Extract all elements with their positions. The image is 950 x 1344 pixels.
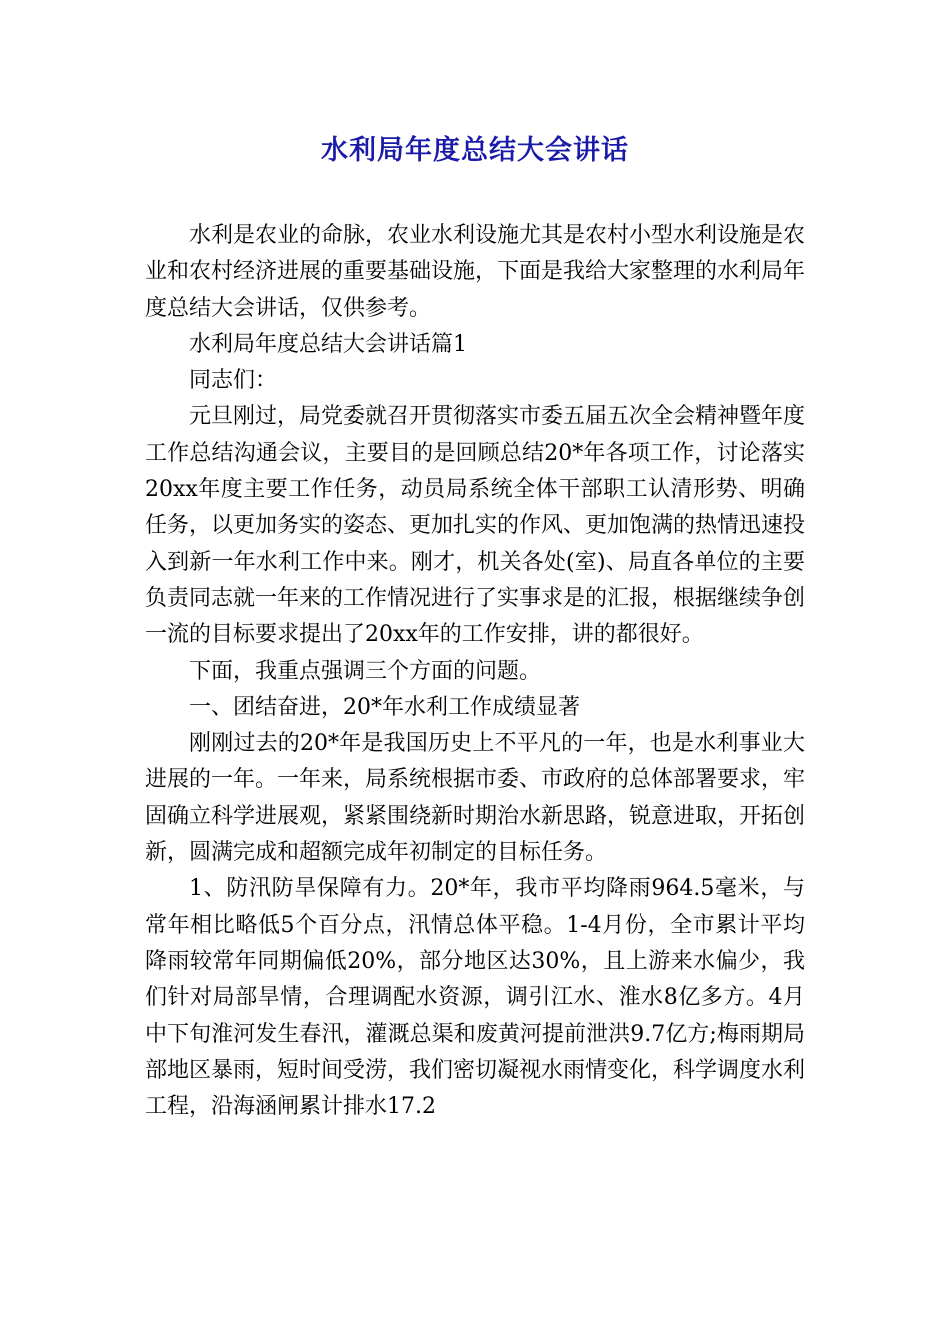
paragraph-opening: 元旦刚过，局党委就召开贯彻落实市委五届五次全会精神暨年度工作总结沟通会议，主要目的是回顾总结20*年各项工作，讨论落实20xx年度主要工作任务，动员局系统全体干部职工认清形势、明确任务，以更加务实的姿态、更加扎实的作风、更加饱满的热情迅速投入到新一年水利工作中来。刚才，机关各处(室)、局直各单位的主要负责同志就一年来的工作情况进行了实事求是的汇报，根据继续争创一流的目标要求提出了20xx年的工作安排，讲的都很好。 xyxy=(145,404,806,648)
paragraph-section-heading: 水利局年度总结大会讲话篇1 xyxy=(189,331,467,357)
paragraph-transition: 下面，我重点强调三个方面的问题。 xyxy=(189,658,542,684)
paragraph-salutation: 同志们： xyxy=(189,368,278,394)
paragraph-review: 刚刚过去的20*年是我国历史上不平凡的一年，也是水利事业大进展的一年。一年来，局系统根据市委、市政府的总体部署要求，牢固确立科学进展观，紧紧围绕新时期治水新思路，锐意进取，开拓创新，圆满完成和超额完成年初制定的目标任务。 xyxy=(145,731,806,866)
paragraph-intro: 水利是农业的命脉，农业水利设施尤其是农村小型水利设施是农业和农村经济进展的重要基础设施，下面是我给大家整理的水利局年度总结大会讲话，仅供参考。 xyxy=(145,223,806,321)
document-title: 水利局年度总结大会讲话 xyxy=(321,135,629,166)
paragraph-flood-control: 1、防汛防旱保障有力。20*年，我市平均降雨964.5毫米，与常年相比略低5个百分点，汛情总体平稳。1-4月份，全市累计平均降雨较常年同期偏低20%，部分地区达30%，且上游来水偏少，我们针对局部旱情，合理调配水资源，调引江水、淮水8亿多方。4月中下旬淮河发生春汛，灌溉总渠和废黄河提前泄洪9.7亿方;梅雨期局部地区暴雨，短时间受涝，我们密切凝视水雨情变化，科学调度水利工程，沿海涵闸累计排水17.2 xyxy=(145,876,806,1120)
paragraph-heading-one: 一、团结奋进，20*年水利工作成绩显著 xyxy=(189,694,580,720)
document-body xyxy=(145,218,805,1125)
